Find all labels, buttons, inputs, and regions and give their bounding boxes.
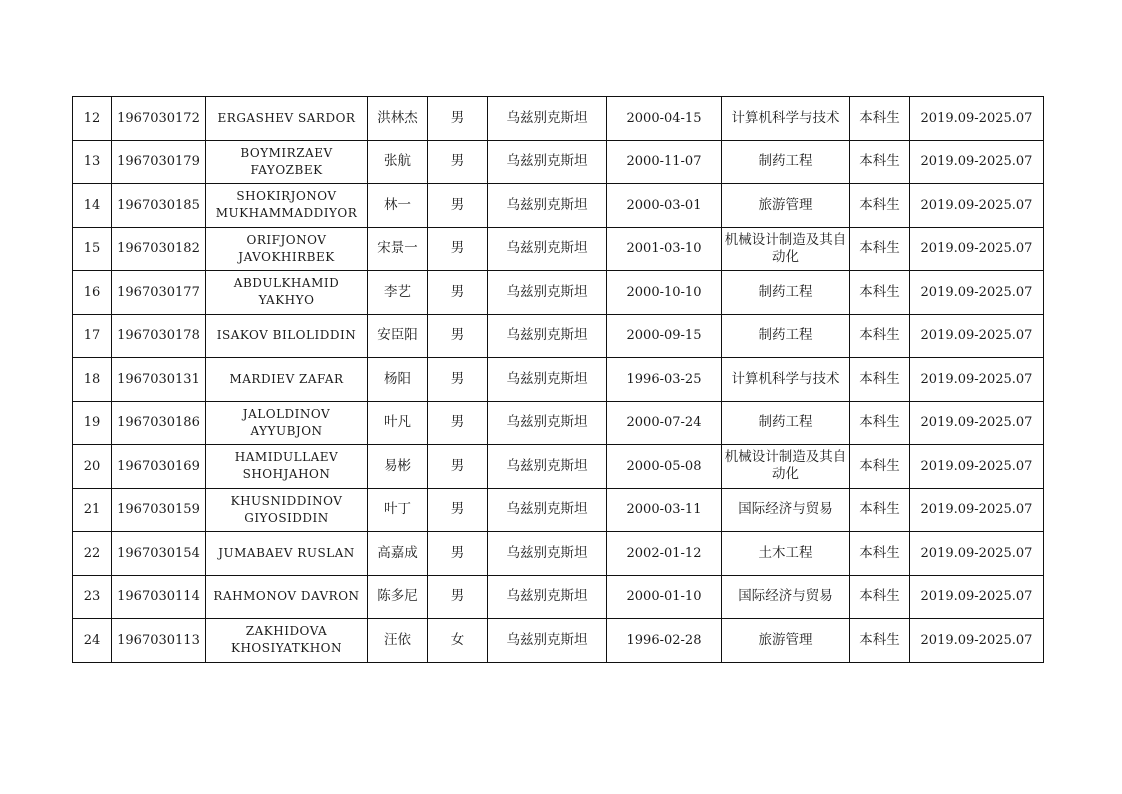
gender-cell: 男 [428, 445, 488, 489]
major-cell: 制药工程 [722, 271, 850, 315]
student-name-cell: ABDULKHAMID YAKHYO [206, 271, 368, 315]
major-cell: 机械设计制造及其自动化 [722, 227, 850, 271]
major-cell: 国际经济与贸易 [722, 488, 850, 532]
gender-cell: 男 [428, 271, 488, 315]
table-row [73, 140, 1044, 184]
student-id-cell: 1967030185 [112, 184, 206, 228]
nationality-cell: 乌兹别克斯坦 [488, 140, 607, 184]
student-name-cell: KHUSNIDDINOV GIYOSIDDIN [206, 488, 368, 532]
study-period-cell: 2019.09-2025.07 [910, 358, 1044, 402]
gender-cell: 男 [428, 575, 488, 619]
chinese-name-cell: 林一 [368, 184, 428, 228]
table-row [73, 488, 1044, 532]
student-table [72, 96, 1044, 663]
chinese-name-cell: 汪依 [368, 619, 428, 663]
student-id-cell: 1967030179 [112, 140, 206, 184]
birth-date-cell: 2000-03-01 [607, 184, 722, 228]
birth-date-cell: 2000-04-15 [607, 97, 722, 141]
chinese-name-cell: 陈多尼 [368, 575, 428, 619]
nationality-cell: 乌兹别克斯坦 [488, 358, 607, 402]
chinese-name-cell: 易彬 [368, 445, 428, 489]
study-period-cell: 2019.09-2025.07 [910, 97, 1044, 141]
row-number-cell: 15 [73, 227, 112, 271]
birth-date-cell: 1996-02-28 [607, 619, 722, 663]
student-id-cell: 1967030178 [112, 314, 206, 358]
study-period-cell: 2019.09-2025.07 [910, 184, 1044, 228]
student-id-cell: 1967030172 [112, 97, 206, 141]
study-period-cell: 2019.09-2025.07 [910, 619, 1044, 663]
table-row [73, 445, 1044, 489]
major-cell: 计算机科学与技术 [722, 358, 850, 402]
nationality-cell: 乌兹别克斯坦 [488, 227, 607, 271]
nationality-cell: 乌兹别克斯坦 [488, 445, 607, 489]
chinese-name-cell: 杨阳 [368, 358, 428, 402]
degree-level-cell: 本科生 [850, 227, 910, 271]
degree-level-cell: 本科生 [850, 358, 910, 402]
student-id-cell: 1967030159 [112, 488, 206, 532]
major-cell: 土木工程 [722, 532, 850, 576]
student-name-cell: RAHMONOV DAVRON [206, 575, 368, 619]
chinese-name-cell: 洪林杰 [368, 97, 428, 141]
degree-level-cell: 本科生 [850, 575, 910, 619]
birth-date-cell: 2000-11-07 [607, 140, 722, 184]
major-cell: 旅游管理 [722, 184, 850, 228]
nationality-cell: 乌兹别克斯坦 [488, 532, 607, 576]
chinese-name-cell: 张航 [368, 140, 428, 184]
student-id-cell: 1967030113 [112, 619, 206, 663]
major-cell: 机械设计制造及其自动化 [722, 445, 850, 489]
row-number-cell: 19 [73, 401, 112, 445]
chinese-name-cell: 宋景一 [368, 227, 428, 271]
table-row [73, 314, 1044, 358]
table-row [73, 271, 1044, 315]
student-name-cell: MARDIEV ZAFAR [206, 358, 368, 402]
degree-level-cell: 本科生 [850, 445, 910, 489]
student-id-cell: 1967030177 [112, 271, 206, 315]
study-period-cell: 2019.09-2025.07 [910, 314, 1044, 358]
birth-date-cell: 2001-03-10 [607, 227, 722, 271]
gender-cell: 男 [428, 401, 488, 445]
major-cell: 国际经济与贸易 [722, 575, 850, 619]
nationality-cell: 乌兹别克斯坦 [488, 97, 607, 141]
gender-cell: 男 [428, 227, 488, 271]
degree-level-cell: 本科生 [850, 488, 910, 532]
study-period-cell: 2019.09-2025.07 [910, 575, 1044, 619]
student-id-cell: 1967030114 [112, 575, 206, 619]
table-row [73, 575, 1044, 619]
nationality-cell: 乌兹别克斯坦 [488, 488, 607, 532]
table-row [73, 227, 1044, 271]
row-number-cell: 23 [73, 575, 112, 619]
student-name-cell: ISAKOV BILOLIDDIN [206, 314, 368, 358]
study-period-cell: 2019.09-2025.07 [910, 445, 1044, 489]
degree-level-cell: 本科生 [850, 314, 910, 358]
student-name-cell: HAMIDULLAEV SHOHJAHON [206, 445, 368, 489]
birth-date-cell: 2000-09-15 [607, 314, 722, 358]
student-id-cell: 1967030154 [112, 532, 206, 576]
row-number-cell: 16 [73, 271, 112, 315]
row-number-cell: 18 [73, 358, 112, 402]
degree-level-cell: 本科生 [850, 140, 910, 184]
student-name-cell: ZAKHIDOVA KHOSIYATKHON [206, 619, 368, 663]
gender-cell: 男 [428, 184, 488, 228]
birth-date-cell: 2000-03-11 [607, 488, 722, 532]
degree-level-cell: 本科生 [850, 619, 910, 663]
gender-cell: 男 [428, 488, 488, 532]
student-name-cell: JALOLDINOV AYYUBJON [206, 401, 368, 445]
birth-date-cell: 2000-07-24 [607, 401, 722, 445]
study-period-cell: 2019.09-2025.07 [910, 488, 1044, 532]
gender-cell: 男 [428, 358, 488, 402]
row-number-cell: 17 [73, 314, 112, 358]
row-number-cell: 12 [73, 97, 112, 141]
study-period-cell: 2019.09-2025.07 [910, 140, 1044, 184]
row-number-cell: 22 [73, 532, 112, 576]
study-period-cell: 2019.09-2025.07 [910, 532, 1044, 576]
gender-cell: 男 [428, 140, 488, 184]
table-row [73, 358, 1044, 402]
major-cell: 制药工程 [722, 401, 850, 445]
table-row [73, 532, 1044, 576]
major-cell: 旅游管理 [722, 619, 850, 663]
student-id-cell: 1967030182 [112, 227, 206, 271]
major-cell: 计算机科学与技术 [722, 97, 850, 141]
chinese-name-cell: 安臣阳 [368, 314, 428, 358]
nationality-cell: 乌兹别克斯坦 [488, 184, 607, 228]
student-name-cell: ORIFJONOV JAVOKHIRBEK [206, 227, 368, 271]
student-name-cell: BOYMIRZAEV FAYOZBEK [206, 140, 368, 184]
degree-level-cell: 本科生 [850, 184, 910, 228]
degree-level-cell: 本科生 [850, 401, 910, 445]
table-row [73, 97, 1044, 141]
row-number-cell: 13 [73, 140, 112, 184]
row-number-cell: 21 [73, 488, 112, 532]
birth-date-cell: 2000-01-10 [607, 575, 722, 619]
chinese-name-cell: 李艺 [368, 271, 428, 315]
degree-level-cell: 本科生 [850, 532, 910, 576]
student-id-cell: 1967030186 [112, 401, 206, 445]
gender-cell: 男 [428, 532, 488, 576]
chinese-name-cell: 叶凡 [368, 401, 428, 445]
table-body [73, 97, 1044, 663]
nationality-cell: 乌兹别克斯坦 [488, 271, 607, 315]
row-number-cell: 20 [73, 445, 112, 489]
major-cell: 制药工程 [722, 140, 850, 184]
birth-date-cell: 2000-10-10 [607, 271, 722, 315]
student-id-cell: 1967030169 [112, 445, 206, 489]
nationality-cell: 乌兹别克斯坦 [488, 401, 607, 445]
gender-cell: 男 [428, 314, 488, 358]
study-period-cell: 2019.09-2025.07 [910, 401, 1044, 445]
table-row [73, 619, 1044, 663]
birth-date-cell: 2000-05-08 [607, 445, 722, 489]
birth-date-cell: 2002-01-12 [607, 532, 722, 576]
study-period-cell: 2019.09-2025.07 [910, 227, 1044, 271]
student-name-cell: JUMABAEV RUSLAN [206, 532, 368, 576]
birth-date-cell: 1996-03-25 [607, 358, 722, 402]
student-name-cell: ERGASHEV SARDOR [206, 97, 368, 141]
chinese-name-cell: 高嘉成 [368, 532, 428, 576]
study-period-cell: 2019.09-2025.07 [910, 271, 1044, 315]
table-row [73, 184, 1044, 228]
major-cell: 制药工程 [722, 314, 850, 358]
nationality-cell: 乌兹别克斯坦 [488, 575, 607, 619]
degree-level-cell: 本科生 [850, 271, 910, 315]
row-number-cell: 14 [73, 184, 112, 228]
student-id-cell: 1967030131 [112, 358, 206, 402]
nationality-cell: 乌兹别克斯坦 [488, 314, 607, 358]
degree-level-cell: 本科生 [850, 97, 910, 141]
gender-cell: 女 [428, 619, 488, 663]
gender-cell: 男 [428, 97, 488, 141]
nationality-cell: 乌兹别克斯坦 [488, 619, 607, 663]
student-name-cell: SHOKIRJONOV MUKHAMMADDIYOR [206, 184, 368, 228]
table-row [73, 401, 1044, 445]
chinese-name-cell: 叶丁 [368, 488, 428, 532]
row-number-cell: 24 [73, 619, 112, 663]
